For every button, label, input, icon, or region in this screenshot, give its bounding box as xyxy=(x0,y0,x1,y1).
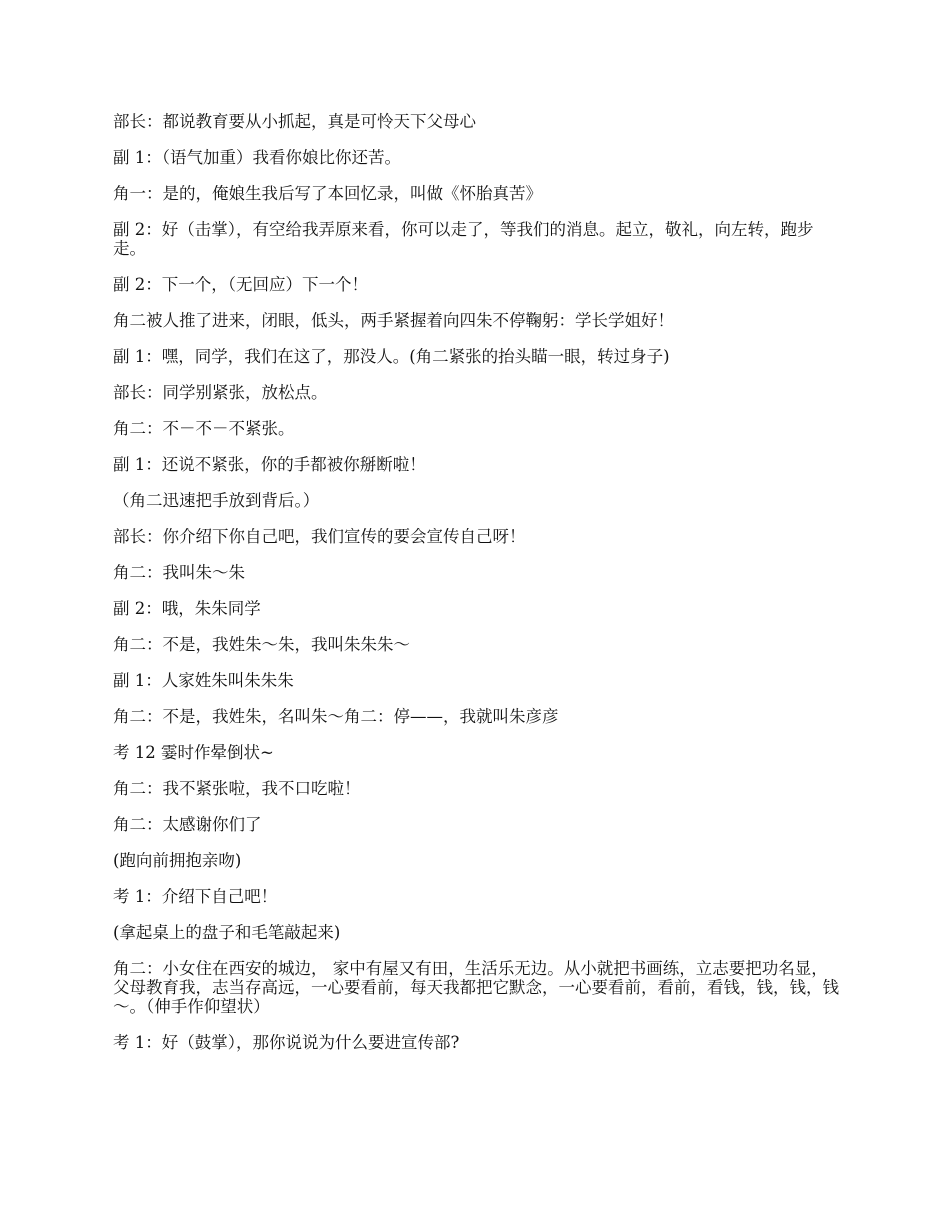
stage-direction: 角二被人推了进来，闭眼，低头，两手紧握着向四朱不停鞠躬：学长学姐好！ xyxy=(113,311,674,330)
dialogue-line: 角二：不是，我姓朱～朱，我叫朱朱朱～ xyxy=(113,635,410,654)
dialogue-line: 角二：我叫朱～朱 xyxy=(113,563,245,582)
dialogue-line: 副 1：人家姓朱叫朱朱朱 xyxy=(113,671,294,690)
dialogue-line: 角二：不－不－不紧张。 xyxy=(113,419,295,438)
dialogue-line: 角一：是的，俺娘生我后写了本回忆录，叫做《怀胎真苦》 xyxy=(113,184,542,203)
dialogue-line: 角二：小女住在西安的城边， 家中有屋又有田，生活乐无边。从小就把书画练，立志要把功名显，父母教育我，志当存高远，一心要看前，每天我都把它默念，一心要看前，看前，看钱，钱，钱，钱～。（伸手作仰望状） xyxy=(113,959,839,1016)
dialogue-line: 副 2：哦，朱朱同学 xyxy=(113,599,261,618)
dialogue-line: 部长：同学别紧张，放松点。 xyxy=(113,383,328,402)
dialogue-line: 考 1：介绍下自己吧！ xyxy=(113,887,278,906)
dialogue-line: 副 2：下一个，（无回应）下一个！ xyxy=(113,275,368,294)
stage-direction: (跑向前拥抱亲吻) xyxy=(113,851,242,870)
dialogue-line: 副 1：嘿，同学，我们在这了，那没人。(角二紧张的抬头瞄一眼，转过身子) xyxy=(113,347,670,366)
dialogue-line: 角二：不是，我姓朱，名叫朱～角二：停——，我就叫朱彦彦 xyxy=(113,707,559,726)
dialogue-line: 部长：都说教育要从小抓起，真是可怜天下父母心 xyxy=(113,112,476,131)
dialogue-line: 角二：太感谢你们了 xyxy=(113,815,262,834)
dialogue-line: 副 1：（语气加重）我看你娘比你还苦。 xyxy=(113,148,401,167)
script-text-body xyxy=(113,112,843,1069)
dialogue-line: 考 1：好（鼓掌），那你说说为什么要进宣传部? xyxy=(113,1033,460,1052)
stage-direction: (拿起桌上的盘子和毛笔敲起来) xyxy=(113,923,341,942)
dialogue-line: 部长：你介绍下你自己吧，我们宣传的要会宣传自己呀！ xyxy=(113,527,526,546)
stage-direction: 考 12 霎时作晕倒状~ xyxy=(113,743,274,762)
stage-direction: （角二迅速把手放到背后。） xyxy=(113,491,320,510)
dialogue-line: 角二：我不紧张啦，我不口吃啦！ xyxy=(113,779,361,798)
dialogue-line: 副 1：还说不紧张，你的手都被你掰断啦！ xyxy=(113,455,426,474)
dialogue-line: 副 2：好（击掌），有空给我弄原来看，你可以走了，等我们的消息。起立，敬礼，向左转，跑步走。 xyxy=(113,220,814,258)
